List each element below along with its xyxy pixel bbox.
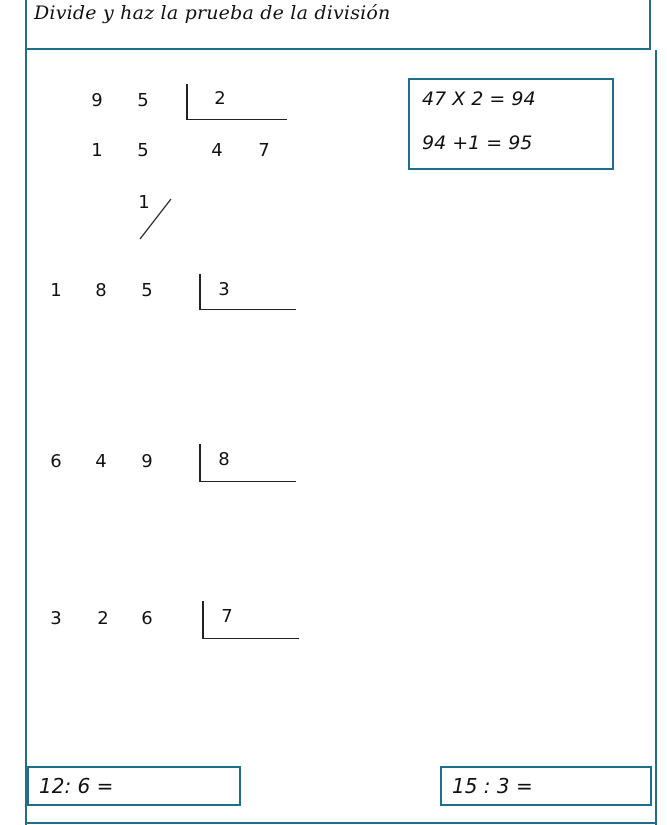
dividend-digit: 5 (141, 280, 153, 301)
final-remainder: 1 (138, 192, 150, 213)
division-bracket-horizontal (200, 309, 296, 310)
divisor: 3 (218, 279, 230, 300)
frame-bottom (25, 822, 657, 824)
dividend-digit: 2 (97, 608, 109, 629)
division-bracket-vertical (199, 274, 201, 310)
divisor: 7 (221, 606, 233, 627)
answer-box-left: 12: 6 = (27, 766, 241, 806)
dividend-digit: 6 (50, 451, 62, 472)
dividend-digit: 1 (50, 280, 62, 301)
divisor: 2 (214, 88, 226, 109)
division-bracket-vertical (199, 444, 201, 482)
proof-box (408, 78, 614, 170)
answer-box-right: 15 : 3 = (440, 766, 652, 806)
proof-addition: 94 +1 = 95 (422, 132, 533, 154)
division-bracket-vertical (202, 601, 204, 639)
worksheet-title: Divide y haz la prueba de la división (34, 2, 391, 24)
division-bracket-horizontal (203, 638, 299, 639)
frame-right (655, 50, 657, 825)
proof-multiplication: 47 X 2 = 94 (422, 88, 536, 110)
strike-slash (138, 198, 172, 240)
division-bracket-horizontal (200, 481, 296, 482)
frame-left (25, 50, 27, 825)
dividend-digit: 9 (141, 451, 153, 472)
frame-header-bottom (25, 48, 651, 50)
divisor: 8 (218, 449, 230, 470)
division-bracket-vertical (186, 84, 188, 120)
quotient-digit: 7 (258, 140, 270, 161)
remainder-digit: 5 (137, 140, 149, 161)
frame-top (25, 0, 27, 50)
dividend-digit: 9 (91, 90, 103, 111)
dividend-digit: 3 (50, 608, 62, 629)
division-bracket-horizontal (187, 119, 287, 120)
dividend-digit: 4 (95, 451, 107, 472)
dividend-digit: 6 (141, 608, 153, 629)
dividend-digit: 8 (95, 280, 107, 301)
dividend-digit: 5 (137, 90, 149, 111)
quotient-digit: 4 (211, 140, 223, 161)
remainder-digit: 1 (91, 140, 103, 161)
frame-right-header (649, 0, 651, 50)
